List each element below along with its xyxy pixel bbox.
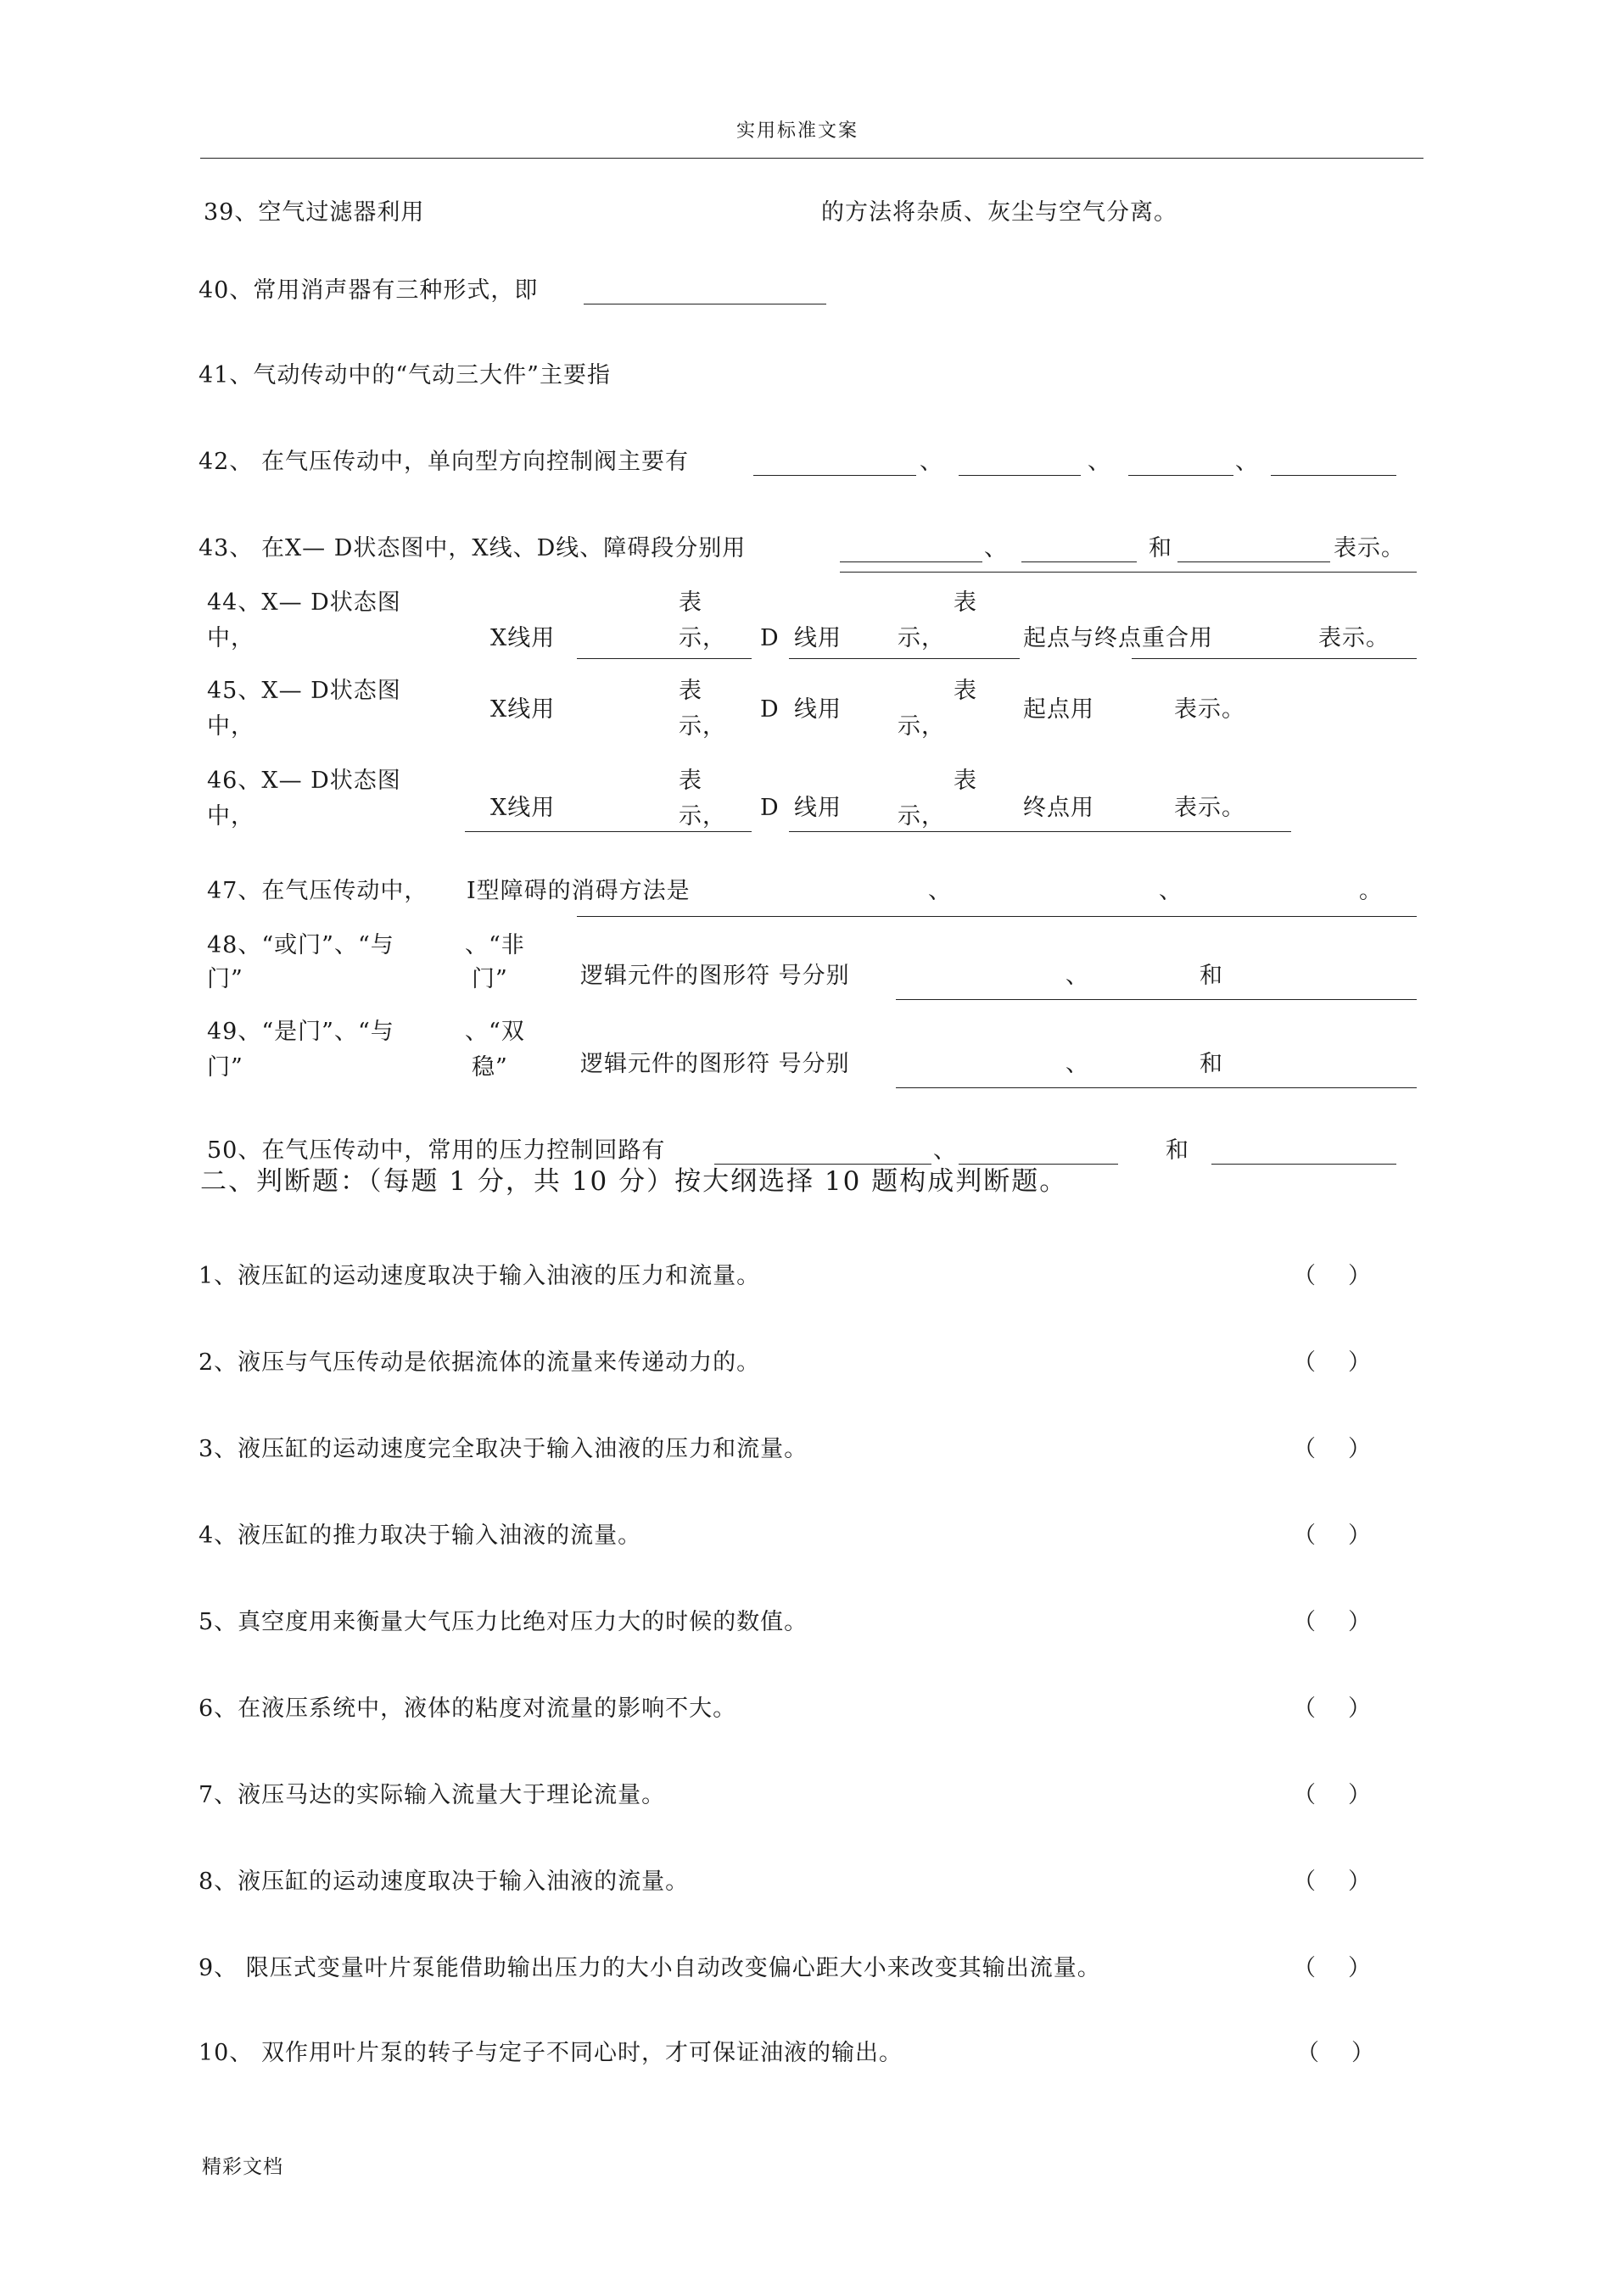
page-header-title: 实用标准文案 bbox=[736, 120, 859, 142]
question-45-dline: 线用 bbox=[794, 696, 842, 723]
question-43-tail: 表示。 bbox=[1334, 535, 1405, 561]
judgment-answer-3[interactable]: （ ） bbox=[1293, 1436, 1371, 1462]
question-42-sep-1: 、 bbox=[920, 449, 943, 475]
question-39-tail: 的方法将杂质、灰尘与空气分离。 bbox=[821, 199, 1177, 226]
question-46-xline: X线用 bbox=[490, 795, 556, 821]
question-44-shi2: 示， bbox=[898, 625, 945, 651]
question-42-blank-1[interactable] bbox=[753, 475, 916, 476]
question-49-label-b1: 、“双 bbox=[465, 1019, 525, 1045]
question-46-label-1: 46、X— D状态图 bbox=[207, 768, 401, 794]
question-45-shi: 示， bbox=[679, 713, 726, 740]
question-46-biao2: 表 bbox=[954, 768, 977, 794]
question-45-tail2: 表示。 bbox=[1174, 696, 1245, 723]
question-44-blank-d[interactable] bbox=[789, 658, 1020, 659]
judgment-item-8: 8、液压缸的运动速度取决于输入油液的流量。 bbox=[199, 1869, 690, 1895]
question-44-shi: 示， bbox=[679, 625, 726, 651]
question-44-biao2: 表 bbox=[954, 589, 977, 616]
judgment-item-5: 5、真空度用来衡量大气压力比绝对压力大的时候的数值。 bbox=[199, 1609, 808, 1635]
question-47-mid: I型障碍的消碍方法是 bbox=[467, 878, 691, 904]
judgment-answer-6[interactable]: （ ） bbox=[1293, 1695, 1371, 1722]
question-44-xline: X线用 bbox=[490, 625, 556, 651]
question-45-label-2: 中， bbox=[207, 713, 254, 740]
question-49-sep-2: 和 bbox=[1200, 1051, 1223, 1077]
judgment-answer-10[interactable]: （ ） bbox=[1296, 2040, 1374, 2066]
question-44-tail1: 起点与终点重合用 bbox=[1023, 625, 1213, 651]
question-50-sep-2: 和 bbox=[1166, 1137, 1189, 1164]
question-42-blank-3[interactable] bbox=[1128, 475, 1233, 476]
question-44-biao: 表 bbox=[679, 589, 702, 616]
judgment-answer-5[interactable]: （ ） bbox=[1293, 1609, 1371, 1635]
judgment-item-7: 7、液压马达的实际输入流量大于理论流量。 bbox=[199, 1782, 666, 1808]
question-46-tail1: 终点用 bbox=[1023, 795, 1094, 821]
question-46-d: D bbox=[760, 795, 780, 821]
question-46-blank-d[interactable] bbox=[789, 831, 1291, 832]
question-48-label-b2: 门” bbox=[472, 966, 508, 992]
question-43-sep-1: 、 bbox=[984, 535, 1008, 561]
question-44-dline: 线用 bbox=[794, 625, 842, 651]
judgment-answer-4[interactable]: （ ） bbox=[1293, 1522, 1371, 1549]
question-44-label-1: 44、X— D状态图 bbox=[207, 589, 401, 616]
question-45-biao: 表 bbox=[679, 678, 702, 704]
judgment-answer-1[interactable]: （ ） bbox=[1293, 1263, 1371, 1289]
question-50-sep-1: 、 bbox=[933, 1137, 957, 1164]
question-49-sep-1: 、 bbox=[1065, 1051, 1089, 1077]
question-50-text: 50、在气压传动中，常用的压力控制回路有 bbox=[207, 1137, 666, 1164]
question-49-label-b2: 稳” bbox=[472, 1054, 508, 1081]
judgment-item-1: 1、液压缸的运动速度取决于输入油液的压力和流量。 bbox=[199, 1263, 761, 1289]
question-43-rule bbox=[840, 572, 1417, 573]
judgment-answer-7[interactable]: （ ） bbox=[1293, 1782, 1371, 1808]
question-43-blank-3[interactable] bbox=[1177, 561, 1330, 562]
question-41-text: 41、气动传动中的“气动三大件”主要指 bbox=[199, 362, 611, 388]
judgment-answer-9[interactable]: （ ） bbox=[1293, 1955, 1371, 1981]
section-2-title: 二、判断题：（每题 1 分，共 10 分）按大纲选择 10 题构成判断题。 bbox=[200, 1166, 1068, 1197]
question-50-blank-2[interactable] bbox=[959, 1164, 1118, 1165]
question-48-label-b1: 、“非 bbox=[465, 932, 525, 958]
question-45-biao2: 表 bbox=[954, 678, 977, 704]
question-46-biao: 表 bbox=[679, 768, 702, 794]
question-44-tail2: 表示。 bbox=[1318, 625, 1390, 651]
question-46-shi2: 示， bbox=[898, 803, 945, 830]
question-47-text: 47、在气压传动中， bbox=[207, 878, 428, 904]
question-39-text: 39、空气过滤器利用 bbox=[204, 199, 425, 226]
judgment-item-10: 10、 双作用叶片泵的转子与定子不同心时，才可保证油液的输出。 bbox=[199, 2040, 903, 2066]
question-48-text: 逻辑元件的图形符 号分别 bbox=[580, 963, 850, 989]
question-43-blank-1[interactable] bbox=[840, 561, 982, 562]
question-44-label-2: 中， bbox=[207, 625, 254, 651]
question-48-label-a1: 48、“或门”、“与 bbox=[207, 932, 394, 958]
question-43-text: 43、 在X— D状态图中，X线、D线、障碍段分别用 bbox=[199, 535, 747, 561]
question-42-sep-2: 、 bbox=[1088, 449, 1111, 475]
question-47-end: 。 bbox=[1359, 878, 1383, 904]
question-49-text: 逻辑元件的图形符 号分别 bbox=[580, 1051, 850, 1077]
question-45-tail1: 起点用 bbox=[1023, 696, 1094, 723]
question-48-sep-2: 和 bbox=[1200, 963, 1223, 989]
question-45-shi2: 示， bbox=[898, 713, 945, 740]
question-45-label-1: 45、X— D状态图 bbox=[207, 678, 401, 704]
judgment-item-4: 4、液压缸的推力取决于输入油液的流量。 bbox=[199, 1522, 642, 1549]
question-42-blank-4[interactable] bbox=[1271, 475, 1396, 476]
question-46-dline: 线用 bbox=[794, 795, 842, 821]
question-42-blank-2[interactable] bbox=[959, 475, 1081, 476]
judgment-item-3: 3、液压缸的运动速度完全取决于输入油液的压力和流量。 bbox=[199, 1436, 808, 1462]
judgment-item-2: 2、液压与气压传动是依据流体的流量来传递动力的。 bbox=[199, 1349, 761, 1376]
question-48-sep-1: 、 bbox=[1065, 963, 1089, 989]
question-44-d: D bbox=[760, 625, 780, 651]
question-49-label-a1: 49、“是门”、“与 bbox=[207, 1019, 394, 1045]
page-footer: 精彩文档 bbox=[202, 2156, 283, 2178]
question-48-label-a2: 门” bbox=[207, 966, 243, 992]
judgment-item-9: 9、 限压式变量叶片泵能借助输出压力的大小自动改变偏心距大小来改变其输出流量。 bbox=[199, 1955, 1101, 1981]
question-45-xline: X线用 bbox=[490, 696, 556, 723]
question-50-blank-3[interactable] bbox=[1211, 1164, 1396, 1165]
question-49-blank[interactable] bbox=[896, 1087, 1417, 1088]
question-47-sep-2: 、 bbox=[1159, 878, 1183, 904]
judgment-item-6: 6、在液压系统中，液体的粘度对流量的影响不大。 bbox=[199, 1695, 737, 1722]
question-46-tail2: 表示。 bbox=[1174, 795, 1245, 821]
header-rule bbox=[200, 158, 1423, 159]
question-40-text: 40、常用消声器有三种形式，即 bbox=[199, 277, 539, 304]
question-48-blank[interactable] bbox=[896, 999, 1417, 1000]
question-43-blank-2[interactable] bbox=[1021, 561, 1137, 562]
question-46-label-2: 中， bbox=[207, 803, 254, 830]
question-44-blank-tail[interactable] bbox=[1132, 658, 1417, 659]
question-47-blank[interactable] bbox=[577, 916, 1417, 917]
question-42-sep-3: 、 bbox=[1235, 449, 1259, 475]
question-49-label-a2: 门” bbox=[207, 1054, 243, 1081]
question-45-d: D bbox=[760, 696, 780, 723]
question-43-sep-2: 和 bbox=[1149, 535, 1172, 561]
question-46-shi: 示， bbox=[679, 803, 726, 830]
question-46-blank-x[interactable] bbox=[465, 831, 752, 832]
question-47-sep-1: 、 bbox=[928, 878, 952, 904]
question-44-blank-x[interactable] bbox=[577, 658, 752, 659]
judgment-answer-2[interactable]: （ ） bbox=[1293, 1349, 1371, 1376]
judgment-answer-8[interactable]: （ ） bbox=[1293, 1869, 1371, 1895]
question-50-blank-1[interactable] bbox=[714, 1164, 931, 1165]
question-42-text: 42、 在气压传动中，单向型方向控制阀主要有 bbox=[199, 449, 689, 475]
